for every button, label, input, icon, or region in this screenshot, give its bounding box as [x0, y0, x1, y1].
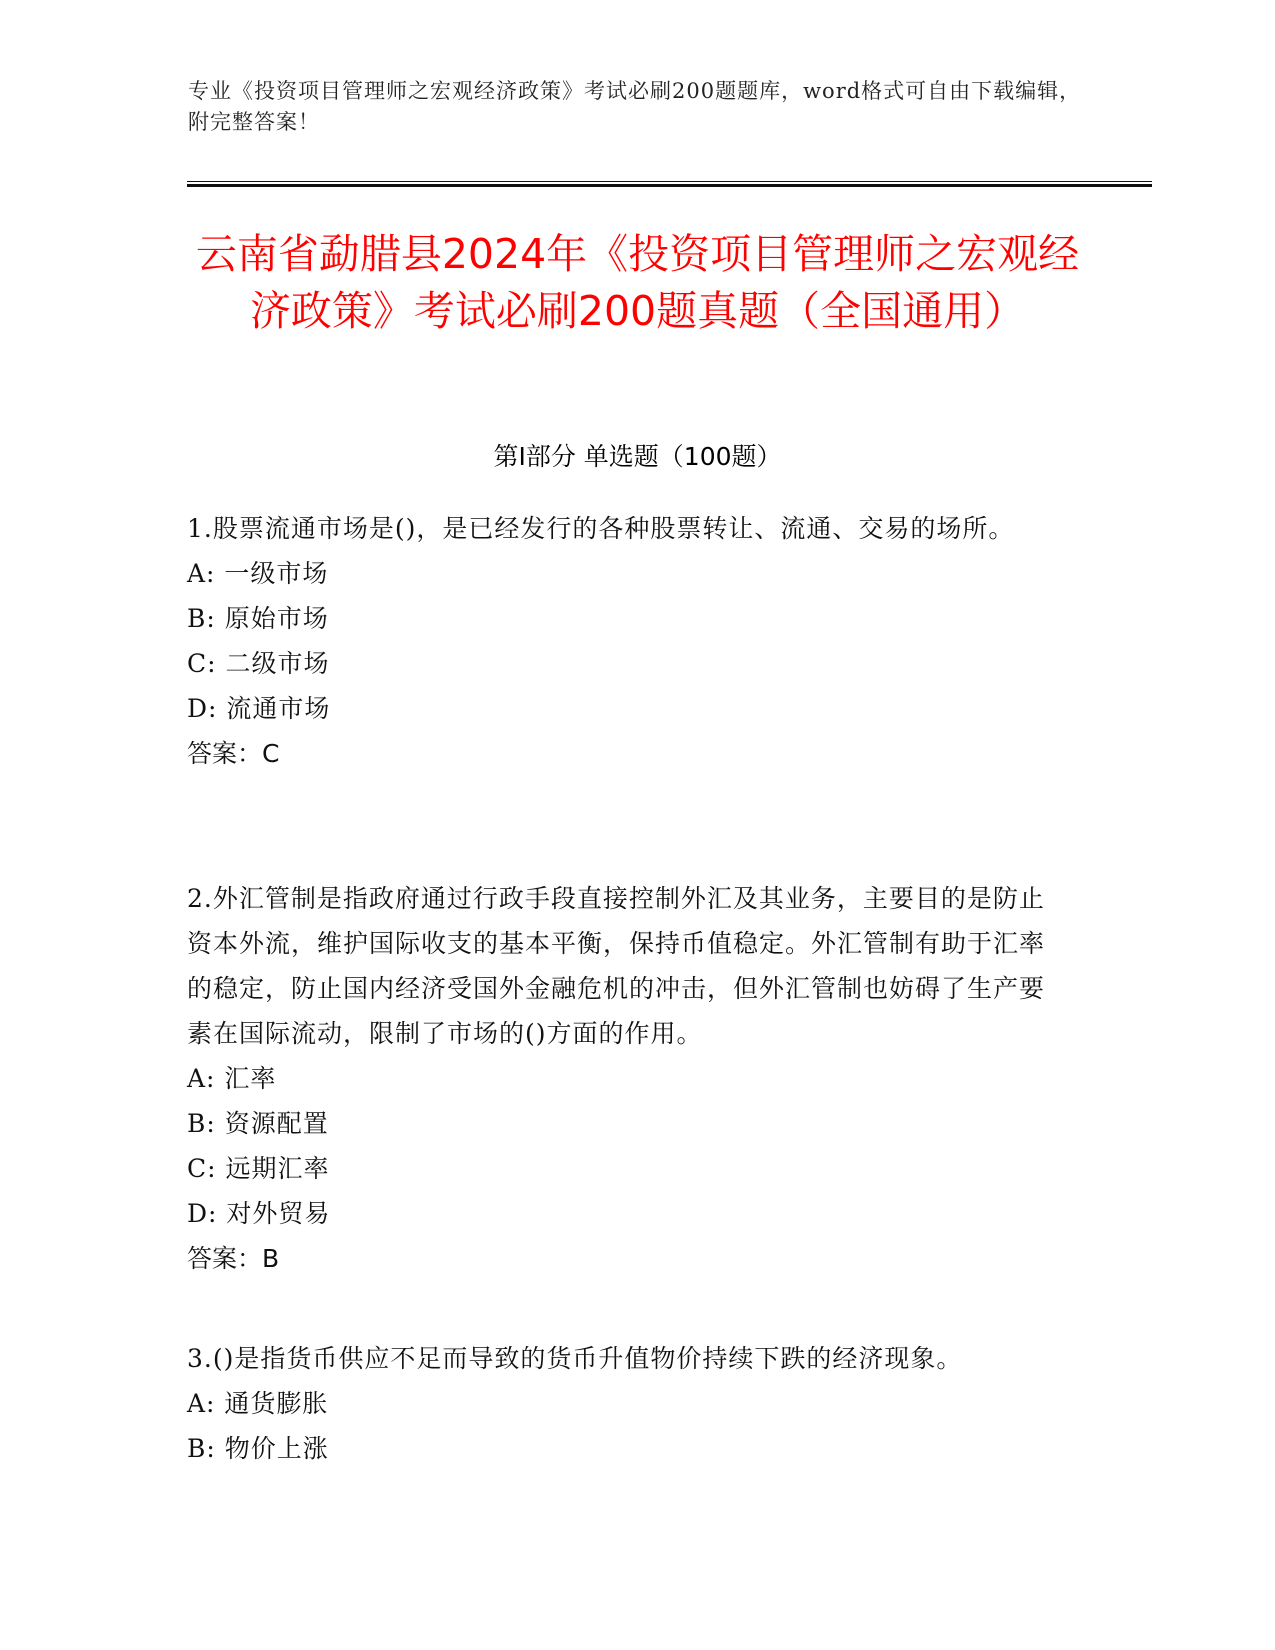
option-d: D: 流通市场	[187, 694, 331, 723]
option-c: C: 远期汇率	[187, 1154, 330, 1183]
document-title: 云南省勐腊县2024年《投资项目管理师之宏观经济政策》考试必刷200题真题（全国通用）	[195, 230, 1080, 335]
option-a: A: 汇率	[187, 1064, 277, 1093]
option-a: A: 通货膨胀	[187, 1389, 329, 1418]
option-b: B: 原始市场	[187, 604, 329, 633]
answer: 答案：B	[187, 1244, 280, 1273]
answer: 答案：C	[187, 739, 280, 768]
header-divider-thick	[187, 184, 1152, 187]
question-1	[187, 506, 1067, 776]
option-a: A: 一级市场	[187, 559, 329, 588]
option-c: C: 二级市场	[187, 649, 330, 678]
question-3	[187, 1336, 1067, 1471]
option-d: D: 对外贸易	[187, 1199, 331, 1228]
section-title: 第I部分 单选题（100题）	[493, 442, 782, 471]
header-note: 专业《投资项目管理师之宏观经济政策》考试必刷200题题库，word格式可自由下载编辑，附完整答案！	[188, 79, 1082, 134]
question-stem: 2.外汇管制是指政府通过行政手段直接控制外汇及其业务，主要目的是防止资本外流，维护国际收支的基本平衡，保持币值稳定。外汇管制有助于汇率的稳定，防止国内经济受国外金融危机的冲击，但外汇管制也妨碍了生产要素在国际流动，限制了市场的()方面的作用。	[187, 884, 1046, 1048]
question-2	[187, 876, 1067, 1281]
header-divider-thin	[187, 181, 1152, 182]
question-stem: 1.股票流通市场是()，是已经发行的各种股票转让、流通、交易的场所。	[187, 514, 1015, 543]
option-b: B: 资源配置	[187, 1109, 329, 1138]
question-stem: 3.()是指货币供应不足而导致的货币升值物价持续下跌的经济现象。	[187, 1344, 963, 1373]
option-b: B: 物价上涨	[187, 1434, 329, 1463]
